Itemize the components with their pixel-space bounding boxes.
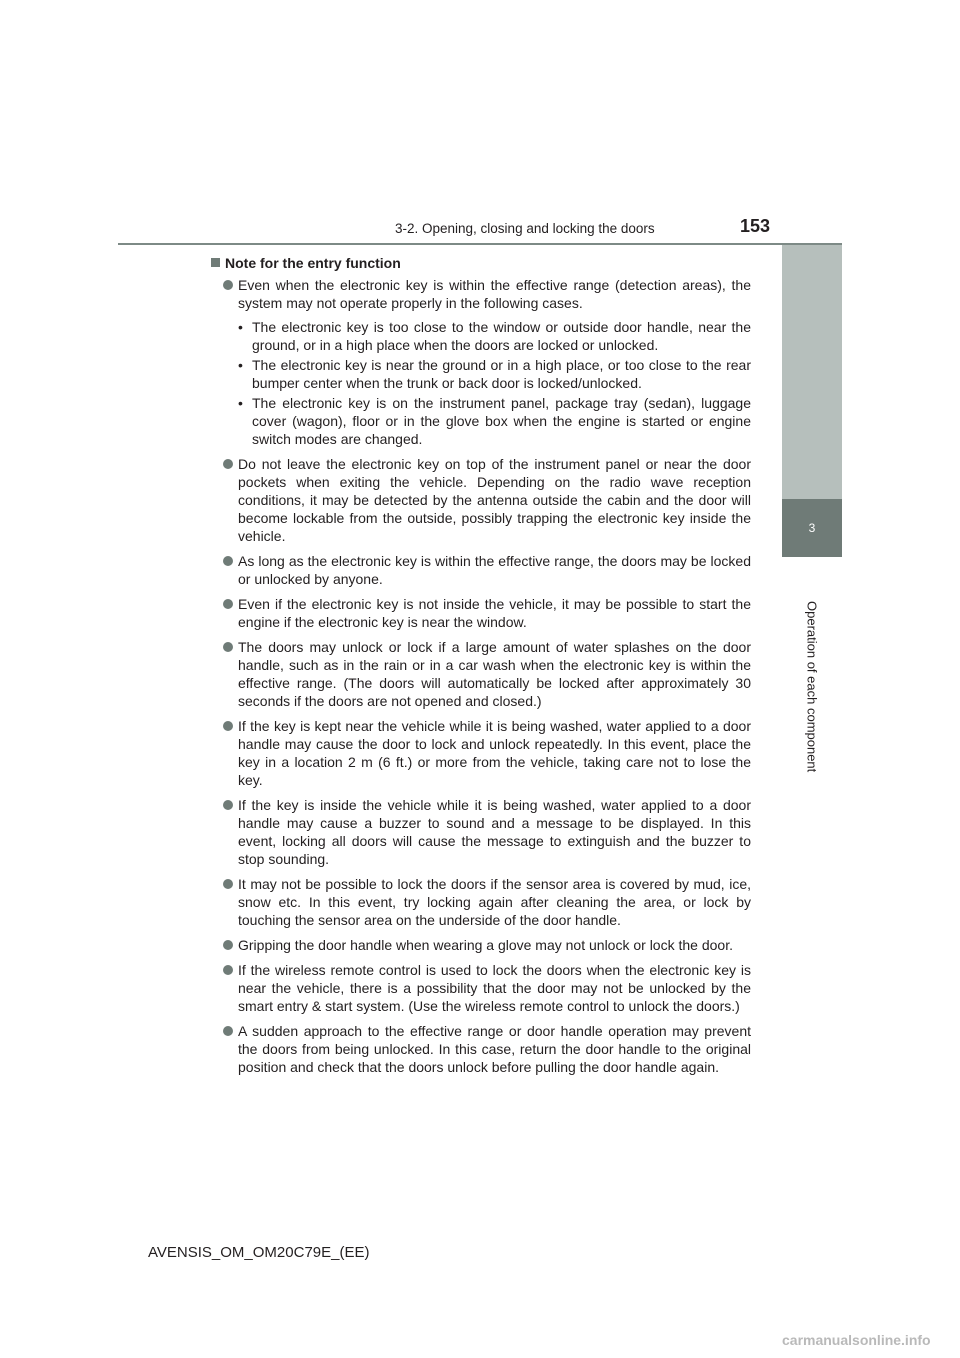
list-item-text: It may not be possible to lock the doors if the sensor area is covered by mud, ice, snow etc. In this event, try locking again after cleaning the area, or lock by touching the sensor area on the underside of the door handle.: [238, 876, 751, 928]
list-item-text: If the key is inside the vehicle while it is being washed, water applied to a door handle may cause a buzzer to sound and a message to be displayed. In this event, locking all doors will cause the message to extinguish and the buzzer to stop sounding.: [238, 797, 751, 867]
list-item: [211, 717, 751, 789]
circle-bullet-icon: [223, 599, 233, 609]
sub-list-item-text: The electronic key is on the instrument panel, package tray (sedan), luggage cover (wagon), floor or in the glove box when the engine is started or engine switch modes are changed.: [252, 395, 751, 447]
circle-bullet-icon: [223, 965, 233, 975]
list-item: [211, 961, 751, 1015]
circle-bullet-icon: [223, 879, 233, 889]
chapter-number: 3: [808, 521, 816, 535]
dot-bullet-icon: •: [238, 395, 243, 411]
list-item-text: If the key is kept near the vehicle while it is being washed, water applied to a door handle may cause the door to lock and unlock repeatedly. In this event, place the key in a location 2 m (6 ft.) or more from the vehicle, taking care not to lose the key.: [238, 718, 751, 788]
list-item: [211, 936, 751, 954]
list-item: [211, 875, 751, 929]
chapter-number-tab: [782, 499, 842, 557]
list-item-text: Even when the electronic key is within the effective range (detection areas), the system may not operate properly in the following cases.: [238, 277, 751, 311]
square-bullet-icon: [211, 258, 220, 267]
chapter-title-tab: [782, 557, 842, 817]
sub-list-item: [238, 318, 751, 354]
chapter-title: Operation of each component: [804, 601, 820, 773]
page-number: 153: [740, 216, 771, 236]
header-divider: [118, 243, 842, 245]
page-content: [211, 254, 751, 1083]
sub-list-item: [238, 394, 751, 448]
dot-bullet-icon: •: [238, 357, 243, 373]
list-item-text: Do not leave the electronic key on top of the instrument panel or near the door pockets when exiting the vehicle. Depending on the radio wave reception conditions, it may be detected by the antenna outside the cabin and the door will become lockable from the outside, possibly trapping the electronic key inside the vehicle.: [238, 456, 751, 544]
document-code-footer: AVENSIS_OM_OM20C79E_(EE): [148, 1244, 370, 1261]
list-item-text: If the wireless remote control is used to lock the doors when the electronic key is near the vehicle, there is a possibility that the door may not be unlocked by the smart entry & start system. (Use the wireless remote control to unlock the doors.): [238, 962, 751, 1014]
list-item: [211, 796, 751, 868]
sub-list-item: [238, 356, 751, 392]
list-item-text: The doors may unlock or lock if a large amount of water splashes on the door handle, such as in the rain or in a car wash when the electronic key is within the effective range. (The doors will automatically be locked after approximately 30 seconds if the doors are not opened and closed.): [238, 639, 751, 709]
circle-bullet-icon: [223, 721, 233, 731]
circle-bullet-icon: [223, 642, 233, 652]
dot-bullet-icon: •: [238, 319, 243, 335]
list-item: [211, 276, 751, 448]
list-item: [211, 1022, 751, 1076]
sub-list-item-text: The electronic key is near the ground or in a high place, or too close to the rear bumper center when the trunk or back door is locked/unlocked.: [252, 357, 751, 391]
list-item-text: A sudden approach to the effective range or door handle operation may prevent the doors from being unlocked. In this case, return the door handle to the original position and check that the doors unlock before pulling the door handle again.: [238, 1023, 751, 1075]
circle-bullet-icon: [223, 280, 233, 290]
circle-bullet-icon: [223, 800, 233, 810]
list-item-text: As long as the electronic key is within the effective range, the doors may be locked or unlocked by anyone.: [238, 553, 751, 587]
sub-list: [238, 318, 751, 448]
side-tab-spacer: [782, 245, 842, 499]
circle-bullet-icon: [223, 1026, 233, 1036]
circle-bullet-icon: [223, 940, 233, 950]
list-item: [211, 595, 751, 631]
list-item: [211, 455, 751, 545]
running-header-section: 3-2. Opening, closing and locking the doors: [395, 221, 655, 236]
section-title-text: Note for the entry function: [225, 255, 401, 271]
circle-bullet-icon: [223, 556, 233, 566]
section-heading: [211, 254, 751, 272]
sub-list-item-text: The electronic key is too close to the window or outside door handle, near the ground, or in a high place when the doors are locked or unlocked.: [252, 319, 751, 353]
list-item: [211, 638, 751, 710]
list-item-text: Gripping the door handle when wearing a glove may not unlock or lock the door.: [238, 937, 733, 953]
watermark-text: carmanualsonline.info: [782, 1332, 931, 1348]
list-item: [211, 552, 751, 588]
circle-bullet-icon: [223, 459, 233, 469]
list-item-text: Even if the electronic key is not inside the vehicle, it may be possible to start the engine if the electronic key is near the window.: [238, 596, 751, 630]
